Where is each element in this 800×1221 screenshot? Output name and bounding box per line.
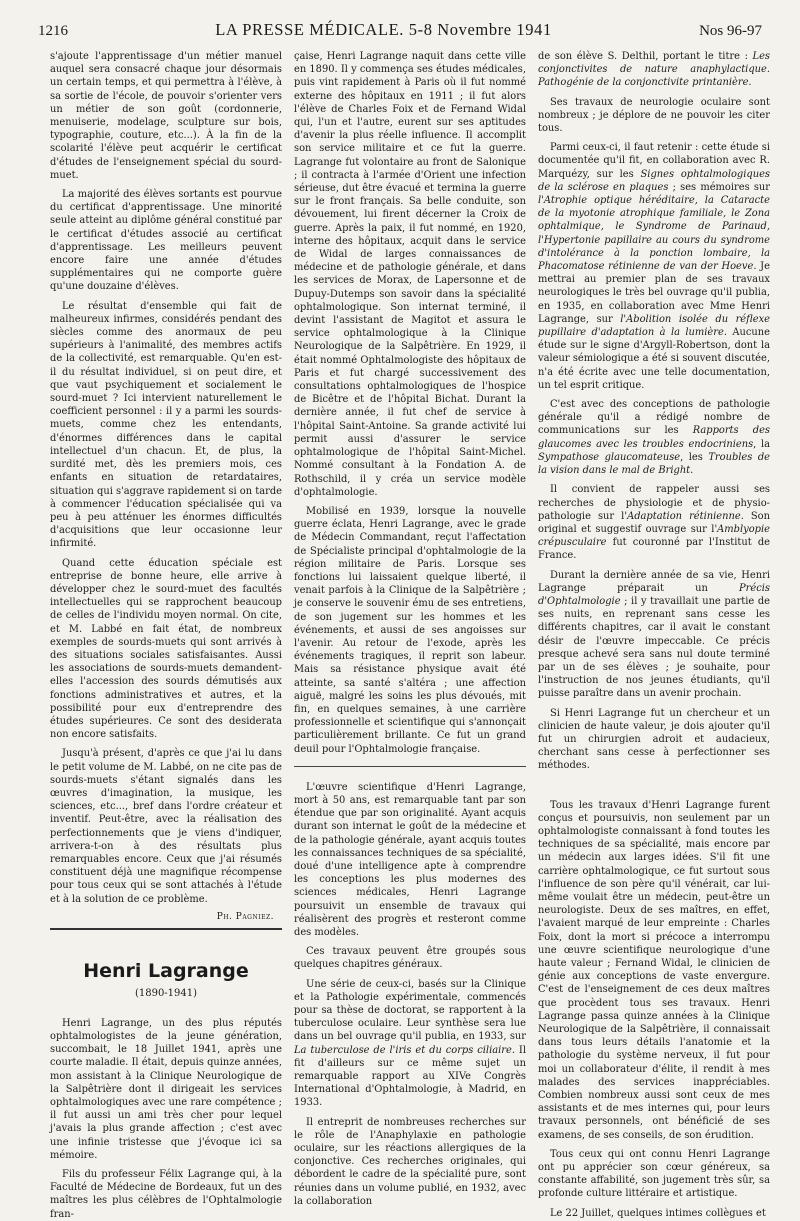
text-run: . Aucune étude sur le signe d'Argyll-Robertson, dont la valeur sémiologique a été si souvent discutée, n'a été écrite avec une telle documentation, un tel esprit critique. (538, 327, 770, 391)
page-number: 1216 (38, 23, 68, 39)
paragraph (538, 141, 770, 392)
text-run: ; il y travaillait une partie de ses nuits, en reprenant sans cesse les différents chapitres, car il avait le constant désir de l'œuvre impeccable. Ce précis presque achevé sera sans nul doute terminé par un de ses élèves ; je souhaite, pour l'instruction de nos jeunes étudiants, qu'il puisse paraître dans un avenir prochain. (538, 595, 770, 700)
paragraph: Ses travaux de neurologie oculaire sont nombreux ; je déplore de ne pouvoir les citer tous. (538, 96, 770, 135)
text-run: ; ses mémoires sur (668, 181, 770, 193)
journal-title: LA PRESSE MÉDICALE. 5-8 Novembre 1941 (215, 20, 552, 39)
page-header (38, 20, 762, 42)
paragraph (538, 398, 770, 477)
paragraph: çaise, Henri Lagrange naquit dans cette ville en 1890. Il y commença ses études médicales, puis vint rapidement à Paris où il fut nommé externe des hôpitaux en 1911 ; il fut alors l'élève de Charles Foix et de Fernand Widal qui, l'un et l'autre, eurent sur ses aptitudes d'avenir la plus réelle influence. Il accomplit son service militaire et ce fut la guerre. Lagrange fut volontaire au front de Salonique ; il contracta à l'armée d'Orient une infection sérieuse, dut être évacué et termina la guerre sur le front français. Sa belle conduite, son dévouement, lui firent décerner la Croix de guerre. Après la paix, il fut nommé, en 1920, interne des hôpitaux, acquit dans le service de Widal de larges connaissances de médecine et de pathologie générale, et dans les services de Morax, de Lapersonne et de Dupuy-Dutemps son savoir dans la spécialité ophtalmologique. Son internat terminé, il devint l'assistant de Magitot et assura le service ophtalmologique à la Clinique Neurologique de la Salpêtrière. En 1929, il était nommé Ophtalmologiste des hôpitaux de Paris et fut chargé successivement des consultations ophtalmologiques de l'hospice de Bicêtre et de l'hôpital Bichat. Durant la dernière année, il fut chef de service à l'hôpital Saint-Antoine. Sa grande activité lui permit aussi d'assurer le service ophtalmologique de l'hôpital Saint-Michel. Nommé consultant à la Fondation A. de Rothschild, il y créa un service modèle d'ophtalmologie. (294, 51, 526, 498)
paragraph (538, 483, 770, 562)
work-title: Troubles de la vision dans le mal de Bright (538, 451, 771, 477)
author-signature: Ph. Pagniez. (216, 911, 274, 922)
text-run: Il convient de rappeler aussi ses recherches de physiologie et de physio-pathologie sur l' (538, 484, 770, 522)
section-divider (294, 766, 526, 767)
work-title: Adaptation rétinienne (627, 510, 741, 522)
obituary-dates: (1890-1941) (134, 987, 198, 999)
work-title: l'Atrophie optique héréditaire, la Cataracte de la myotonie atrophique familiale, le Zona ophtalmique, le Syndrome de Parinaud, l'Hypertonie papillaire au cours du syndrome d'intolérance à la ponction lombaire, la Phacomatose rétinienne de van der Hoeve (538, 195, 770, 273)
text-run: Une série de ceux-ci, basés sur la Clinique et la Pathologie expérimentale, commencés pour sa thèse de doctorat, se rapportent à la tuberculose oculaire. Leur synthèse sera lue dans un bel ouvrage qu'il publia, en 1933, sur (294, 978, 526, 1043)
paragraph: Quand cette éducation spéciale est entreprise de bonne heure, elle arrive à développer chez le sourd-muet des facultés intellectuelles qui se rapprochent beaucoup de celles de l'individu moyen normal. On cite, et M. Labbé en fait état, de nombreux exemples de sourds-muets qui sont arrivés à des situations sociales satisfaisantes. Aussi les associations de sourds-muets demandent-elles l'accession des sourds démutisés aux fonctions administratives et autres, et la possibilité pour eux d'entreprendre des études supérieures. Ce sont des desiderata non encore satisfaits. (50, 557, 282, 741)
column-1 (50, 50, 282, 1220)
text-run: . (690, 465, 694, 477)
text-run: , la (753, 438, 770, 450)
paragraph: Fils du professeur Félix Lagrange qui, à la Faculté de Médecine de Bordeaux, fut un des maîtres les plus célèbres de l'Ophtalmologie fran- (50, 1169, 282, 1220)
spacer (538, 779, 770, 799)
paragraph (538, 50, 770, 90)
paragraph: Jusqu'à présent, d'après ce que j'ai lu dans le petit volume de M. Labbé, on ne cite pas de sourds-muets s'étant signalés dans les œuvres d'imagination, la musique, les sciences, etc..., bref dans l'ordre créateur et inventif. Peut-être, avec la réalisation des perfectionnements que je viens d'indiquer, arrivera-t-on à des résultats plus remarquables encore. Ceux que j'ai résumés constituent déjà une magnifique récompense pour tous ceux qui se sont attachés à l'étude et à la solution de ce problème. (50, 748, 282, 905)
work-title: Rapports des glaucomes avec les troubles endocriniens (538, 425, 770, 450)
text-run: . Il fit d'ailleurs sur ce même sujet un remarquable rapport au XIVe Congrès International d'Ophtalmologie, à Madrid, en 1933. (294, 1044, 526, 1109)
work-title: l'Abolition isolée du réflexe pupillaire d'adaptation à la lumière (538, 313, 770, 339)
paragraph (538, 569, 770, 701)
obituary-title: Henri Lagrange (83, 959, 249, 982)
paragraph: Le 22 Juillet, quelques intimes collègues et (550, 1207, 766, 1219)
paragraph: Tous ceux qui ont connu Henri Lagrange ont pu apprécier son cœur généreux, sa constante affabilité, son jugement très sûr, sa profonde culture littéraire et artistique. (538, 1148, 770, 1200)
book-title: La tuberculose de l'iris et du corps ciliaire (294, 1044, 512, 1056)
article-columns (50, 50, 771, 1220)
paragraph: Ces travaux peuvent être groupés sous quelques chapitres généraux. (294, 946, 526, 971)
column-2 (294, 50, 526, 1207)
text-run: , les (680, 451, 709, 463)
paragraph: Henri Lagrange, un des plus réputés ophtalmologistes de la jeune génération, succombait, le 18 Juillet 1941, après une courte maladie. Il était, depuis quinze années, mon assistant à la Clinique Neurologique de la Salpêtrière dont il dirigeait les services ophtalmologiques avec une rare compétence ; il fut aussi un ami très cher pour lequel j'avais la plus grande affection ; c'est avec une infinie tristesse que j'évoque ici sa mémoire. (50, 1017, 282, 1161)
text-run: . (748, 77, 752, 89)
paragraph: s'ajoute l'apprentissage d'un métier manuel auquel sera consacré chaque jour désormais un certain temps, et qui permettra à l'élève, à sa sortie de l'école, de pouvoir s'orienter vers un métier de son goût (cordonnerie, menuiserie, modelage, sculpture sur bois, typographie, couture, etc...). À la fin de la scolarité l'élève peut acquérir le certificat d'études de l'enseignement spécial du sourd-muet. (50, 51, 282, 181)
text-run: fut couronné par l'Institut de France. (538, 537, 770, 562)
text-run: C'est avec des conceptions de pathologie générale qu'il a rédigé nombre de communications sur les (538, 399, 770, 437)
work-title: Amblyopie crépusculaire (538, 523, 770, 549)
paragraph: L'œuvre scientifique d'Henri Lagrange, mort à 50 ans, est remarquable tant par son étendue que par son originalité. Ayant acquis durant son internat le goût de la médecine et de la pathologie générale, ayant acquis toutes les connaissances techniques de sa spécialité, doué d'une intelligence apte à comprendre les conceptions les plus modernes des sciences médicales, Henri Lagrange poursuivit un ensemble de travaux qui réalisèrent des progrès et resteront comme des modèles. (294, 781, 526, 938)
work-title: Signes ophtalmologiques de la sclérose en plaques (538, 168, 770, 193)
paragraph: Tous les travaux d'Henri Lagrange furent conçus et poursuivis, non seulement par un ophtalmologiste connaissant à fond toutes les techniques de sa spécialité, mais encore par un médecin aux larges idées. S'il fit une carrière ophtalmologique, ce fut surtout sous l'influence de son père qu'il vénérait, car lui-même voulait être un médecin, peut-être un neurologiste. Deux de ses maîtres, en effet, l'avaient marqué de leur empreinte : Charles Foix, dont la mort si précoce a interrompu une œuvre scientifique neurologique d'une haute valeur ; Fernand Widal, le clinicien de génie aux conceptions de vaste envergure. C'est de l'enseignement de ces deux maîtres que procèdent tous ses travaux. Henri Lagrange passa quinze années à la Clinique Neurologique de la Salpêtrière, il connaissait dans tous leurs détails l'anatomie et la pathologie du système nerveux, il fut pour moi un collaborateur d'élite, il rendit à mes malades des services inappréciables. Combien nombreux aussi sont ceux de mes assistants et de mes internes qui, pour leurs travaux personnels, ont bénéficié de ses examens, de ses conseils, de son érudition. (538, 799, 770, 1141)
text-run: Durant la dernière année de sa vie, Henri Lagrange préparait un (538, 569, 770, 594)
work-title: Précis d'Ophtalmologie (538, 582, 770, 607)
text-run: Parmi ceux-ci, il faut retenir : cette étude si documentée qu'il fit, en collaboration avec R. Marquézy, sur les (538, 142, 770, 180)
text-run: . Son original et suggestif ouvrage sur l' (538, 510, 770, 535)
column-3 (538, 50, 771, 1219)
text-run: . Je mettrai au premier plan de ses travaux neurologiques le très bel ouvrage qu'il publia, en 1935, en collaboration avec Mme Henri Lagrange, sur (538, 261, 770, 325)
issue-numbers: Nos 96-97 (699, 23, 762, 39)
paragraph: La majorité des élèves sortants est pourvue du certificat d'apprentissage. Une minorité seule atteint au diplôme général constitué par le certificat d'études associé au certificat d'apprentissage. Les meilleurs peuvent encore faire une année d'études supplémentaires qui ne comporte guère qu'une douzaine d'élèves. (50, 189, 282, 293)
paragraph: Mobilisé en 1939, lorsque la nouvelle guerre éclata, Henri Lagrange, avec le grade de Médecin Commandant, reçut l'affectation de Spécialiste principal d'ophtalmologie de la région militaire de Paris. Lorsque ses fonctions lui laissaient quelque liberté, il venait parfois à la Clinique de la Salpêtrière ; je conserve le souvenir ému de ses entretiens, de son jugement sur les hommes et les événements, et aussi de ses angoisses sur l'avenir. Au retour de l'exode, après les événements tragiques, il reprit son labeur. Mais sa résistance physique avait été atteinte, sa santé s'altéra ; une affection aiguë, malgré les soins les plus dévoués, mit fin, en quelques semaines, à une carrière professionnelle et scientifique qui s'annonçait particulièrement brillante. Ce fut un grand deuil pour l'Ophtalmologie française. (294, 505, 526, 755)
paragraph: Si Henri Lagrange fut un chercheur et un clinicien de haute valeur, je dois ajouter qu'il fut un chirurgien adroit et audacieux, cherchant sans cesse à perfectionner ses méthodes. (538, 707, 770, 772)
paragraph (294, 978, 526, 1110)
section-divider (50, 928, 282, 930)
paragraph: Il entreprit de nombreuses recherches sur le rôle de l'Anaphylaxie en pathologie oculaire, sur les réactions allergiques de la conjonctive. Ces recherches originales, qui débordent le cadre de la spécialité pure, sont réunies dans un volume publié, en 1932, avec la collaboration (294, 1116, 526, 1207)
book-title: Les conjonctivites de nature anaphylactique. Pathogénie de la conjonctivite printanière (538, 51, 770, 89)
work-title: Sympathose glaucomateuse (538, 451, 681, 463)
paragraph: Le résultat d'ensemble qui fait de malheureux infirmes, considérés pendant des siècles comme des anormaux de peu supérieurs à l'animalité, des membres actifs de la collectivité, est remarquable. Qu'en est-il du résultat individuel, si on peut dire, et que vaut psychiquement et socialement le sourd-muet ? Ici intervient naturellement le coefficient personnel : il y a parmi les sourds-muets, comme chez les entendants, d'énormes différences dans le capital intellectuel d'un chacun. Et, de plus, la surdité met, dès les premiers mois, ces enfants en situation de retardataires, situation qui s'aggrave rapidement si on tarde à commencer l'éducation spécialisée qui va peu à peu atténuer les énormes difficultés d'acquisitions que leur occasionne leur infirmité. (50, 300, 282, 550)
text-run: de son élève S. Delthil, portant le titre : (538, 51, 753, 62)
